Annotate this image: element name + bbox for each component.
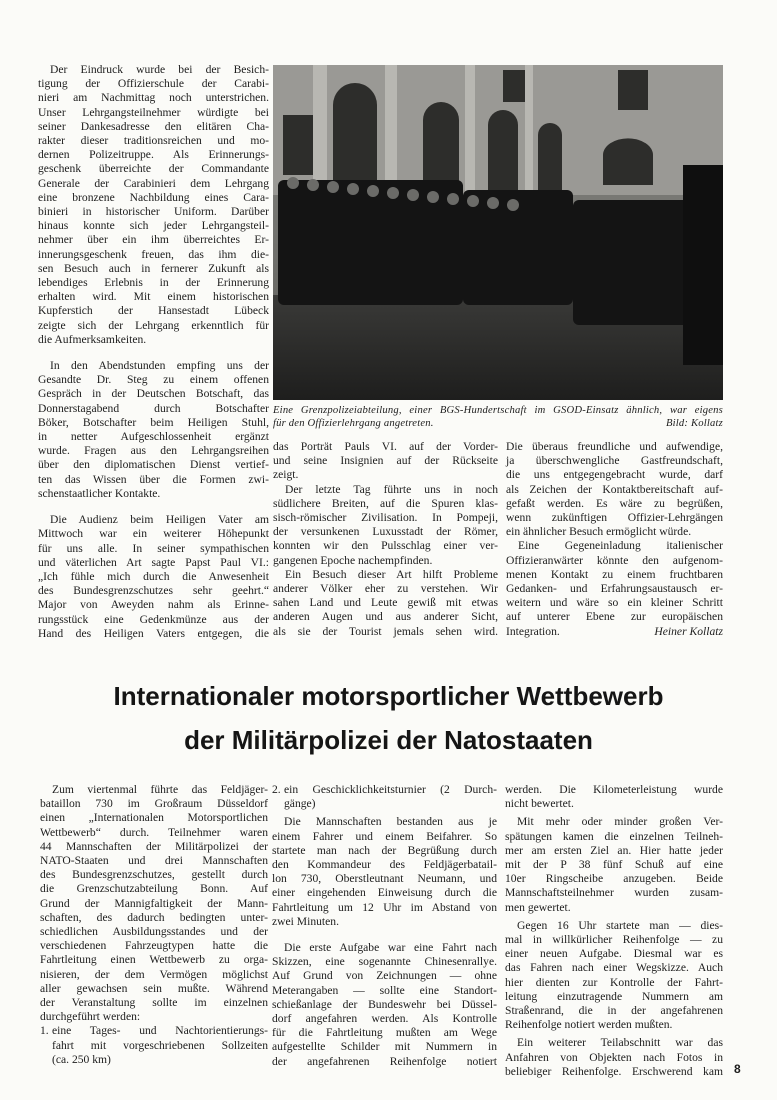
- text-line: sahen Land und Leute gewiß mit etwas: [273, 596, 498, 610]
- paragraph: [38, 63, 269, 347]
- text-line: wurde. Fragen aus den Lehrgangsreihen: [38, 444, 269, 458]
- text-line: Der Eindruck wurde bei der Besich-: [50, 63, 269, 76]
- text-line: ein Geschicklichkeitsturnier (2 Durch-: [284, 783, 497, 796]
- text-line: Meterangaben — sollte eine Standort-: [272, 983, 497, 997]
- text-line: nehmer über ein ihm überreichtes Er-: [38, 233, 269, 247]
- photo-grenzpolizei-formation: [273, 65, 723, 400]
- text-line: lon 730, Oberstleutnant Neumann, und: [272, 872, 497, 886]
- top-column-3: [506, 440, 723, 639]
- text-line: Reihenfolge notiert werden mußten.: [505, 1018, 673, 1032]
- paragraph: [38, 513, 269, 641]
- text-line: binieri in historischer Uniform. Darüber: [38, 205, 269, 219]
- text-line: mit der P 38 fünf Schuß auf eine: [505, 858, 723, 872]
- text-line: Major von Aweyden nahm als Erinne-: [38, 598, 269, 612]
- text-line: Ein weiterer Teilabschnitt war das: [517, 1036, 723, 1050]
- paragraph: [273, 440, 498, 483]
- text-line: einen „Internationalen Motorsportlichen: [40, 811, 268, 825]
- text-line: den Kommandeur des Feldjägerbatail-: [272, 858, 497, 872]
- text-line: Ein Besuch dieser Art hilft Probleme: [285, 567, 498, 581]
- text-line: der versunkenen Luxusstadt der Römer,: [273, 525, 498, 539]
- text-line: Unser Lehrgangsteilnehmer würdigte bei: [38, 105, 269, 119]
- text-line: einer eingehenden Einweisung durch die: [272, 886, 497, 900]
- text-line: des Bundesgrenzschutzes, gestellt durch: [40, 868, 268, 882]
- text-line: aufgestellte Schilder mit Nummern in: [272, 1040, 497, 1054]
- text-line: mal in willkürlicher Reihenfolge — zu: [505, 933, 723, 947]
- paragraph: [506, 539, 723, 638]
- text-line: des Bundesgrenzschutzes sehr geehrt.“: [38, 584, 269, 598]
- text-line: die Aufmerksamkeiten.: [38, 332, 147, 346]
- text-line: erhalten wird. Mit einem historischen: [38, 290, 269, 304]
- text-line: Eine Gegeneinladung italienischer: [518, 539, 723, 553]
- text-line: Offizieranwärter könnte den aufgenom-: [506, 553, 723, 567]
- page-number: 8: [734, 1062, 741, 1076]
- text-line: Kupferstich der Hansestadt Lübeck: [38, 304, 269, 318]
- text-line: 10er Ringscheibe anzugeben. Beide: [505, 872, 723, 886]
- caption-line-1: Eine Grenzpolizeiabteilung, einer BGS-Hundertschaft im GSOD-Einsatz ähnlich, war eigens: [273, 405, 723, 416]
- text-line: für uns alle. In seiner sympathischen: [38, 541, 269, 555]
- text-line: als sie der Tourist jemals sehen wird.: [273, 624, 498, 638]
- article-headline: [0, 674, 777, 762]
- text-line: Böker, Botschafter beim Heiligen Stuhl,: [38, 415, 269, 429]
- text-line: schießanlage der Bundeswehr bei Düssel-: [272, 997, 497, 1011]
- paragraph: [272, 815, 497, 929]
- text-line: Integration.: [506, 624, 560, 638]
- headline-line-2: der Militärpolizei der Natostaaten: [184, 725, 593, 755]
- text-line: ein ähnlicher Besuch ermöglicht würde.: [506, 525, 692, 539]
- text-line: zwei Minuten.: [272, 914, 339, 928]
- text-line: schiedlichen Ausbildungsstandes und der: [40, 925, 268, 939]
- text-line: werden. Die Kilometerleistung wurde: [505, 783, 723, 796]
- text-line: schaften, des dadurch bedingten unter-: [40, 910, 268, 924]
- text-line: konnten wir den Pulsschlag einer ver-: [273, 539, 498, 553]
- paragraph: [505, 783, 723, 811]
- text-line: über den diplomatischen Dienst vertief-: [38, 458, 269, 472]
- text-line: ten das Wissen über die Formen zwi-: [38, 472, 269, 486]
- paragraph: [273, 483, 498, 568]
- text-line: geschenk überreichte der Commandante: [38, 162, 269, 176]
- text-line: die Grenzschutzabteilung Bonn. Auf: [40, 882, 268, 896]
- text-line: leitung einzutragende Nummern am: [505, 989, 723, 1003]
- text-line: spätungen kamen die einzelnen Teilneh-: [505, 829, 723, 843]
- text-line: zeigte sich der Lehrgang erkenntlich für: [38, 318, 269, 332]
- text-line: Wettbewerb“ durch. Teilnehmer waren: [40, 825, 268, 839]
- text-line: (ca. 250 km): [52, 1052, 111, 1066]
- text-line: einem Fahrer und einem Beifahrer. So: [272, 829, 497, 843]
- text-line: nicht bewertet.: [505, 797, 574, 811]
- text-line: anderen Augen und aus anderer Sicht,: [273, 610, 498, 624]
- text-line: Mit mehr oder minder großen Ver-: [517, 815, 723, 829]
- text-line: das Fahren nach einer Wegskizze. Auch: [505, 961, 723, 975]
- text-line: seiner Dankesadresse den elitären Cha-: [38, 119, 269, 133]
- text-line: hier dienten zur Kontrolle der Fahrt-: [505, 975, 723, 989]
- top-column-2: [273, 440, 498, 639]
- text-line: Zum viertenmal führte das Feldjäger-: [52, 783, 268, 796]
- top-column-1: [38, 63, 269, 641]
- paragraph: [273, 568, 498, 639]
- text-line: für die Fahrtleitung mußten am Wege: [272, 1026, 497, 1040]
- text-line: startete man nach der Begrüßung durch: [272, 843, 497, 857]
- photo-caption: [273, 405, 723, 430]
- paragraph: [40, 783, 268, 1024]
- list-number: 2.: [272, 783, 281, 796]
- paragraph: [506, 440, 723, 539]
- text-line: Fahrtleitung einen Wettbewerb zu orga-: [40, 953, 268, 967]
- text-line: schenstaatlicher Kontakte.: [38, 486, 161, 500]
- paragraph: [505, 919, 723, 1033]
- text-line: [272, 783, 497, 797]
- text-line: Mannschaftsteilnehmer wurden zusam-: [505, 886, 723, 900]
- bottom-column-2: [272, 783, 497, 1069]
- text-line: nieri am Nachmittag noch unterstrichen.: [38, 91, 269, 105]
- text-line: dernen Polizeitruppe. Als Erinnerungs-: [38, 148, 269, 162]
- headline-line-1: Internationaler motorsportlicher Wettbewerb: [113, 681, 664, 711]
- bottom-column-3: [505, 783, 723, 1079]
- text-line: Der letzte Tag führte uns in noch: [285, 482, 498, 496]
- text-line: Grund der Mannigfaltigkeit der Mann-: [40, 896, 268, 910]
- text-line: dorf angefahren werden. Als Kontrolle: [272, 1012, 497, 1026]
- text-line: hinaus konnte sich jeder Lehrgangsteil-: [38, 219, 269, 233]
- text-line: Auf Grund von Zeichnungen — ohne: [272, 969, 497, 983]
- text-line: die uns entgegengebracht wurde, darf: [506, 468, 723, 482]
- text-line: Gegen 16 Uhr startete man — dies-: [517, 918, 723, 932]
- paragraph: [505, 815, 723, 914]
- text-line: durchgeführt werden:: [40, 1010, 141, 1024]
- text-line: das Porträt Pauls VI. auf der Vorder-: [273, 440, 498, 453]
- text-line: Die Mannschaften bestanden aus je: [284, 815, 497, 829]
- text-line: Anfahren von Objekten nach Fotos in: [505, 1050, 723, 1064]
- text-line: in netter Aufgeschlossenheit ergänzt: [38, 430, 269, 444]
- text-line: der angefahrenen Reihenfolge notiert: [272, 1054, 497, 1068]
- text-line: „Ich fühle mich durch die Anwesenheit: [38, 569, 269, 583]
- text-line: eine Tages- und Nachtorientierungs-: [52, 1024, 268, 1038]
- text-line: rakter dieser traditionsreichen und mo-: [38, 134, 269, 148]
- text-line: bataillon 730 im Großraum Düsseldorf: [40, 797, 268, 811]
- text-line: verschiedenen Fahrzeugtypen hatte die: [40, 939, 268, 953]
- text-line: und väterlichen Art sagte Papst Paul VI.:: [38, 555, 269, 569]
- text-line: Gedanken- und Erfahrungsaustausch er-: [506, 582, 723, 596]
- text-line: rungsstück eine Gedenkmünze aus der: [38, 612, 269, 626]
- text-line: In den Abendstunden empfing uns der: [50, 359, 269, 373]
- text-line: gänge): [284, 797, 316, 811]
- text-line: Gesandte Dr. Steg zu einem offenen: [38, 373, 269, 387]
- text-line: tigung der Offizierschule der Carabi-: [38, 77, 269, 91]
- bottom-column-1: [40, 783, 268, 1067]
- text-line: wenn zukünftigen Offizier-Lehrgängen: [506, 511, 723, 525]
- text-line: fahrt mit vorgeschriebenen Sollzeiten: [52, 1038, 268, 1052]
- text-line: aller gewachsen sein mußte. Während: [40, 981, 268, 995]
- list-number: 1.: [40, 1024, 49, 1038]
- text-line: nisieren, der dem Vermögen möglichst: [40, 967, 268, 981]
- list-item: [272, 783, 497, 811]
- text-line: gefaßt werden. Es wäre zu begrüßen,: [506, 496, 723, 510]
- text-line: gangenen Epoche nachempfinden.: [273, 553, 433, 567]
- text-line: südlichere Breiten, auf die Spuren klas-: [273, 496, 498, 510]
- text-line: [40, 1024, 268, 1038]
- text-line: lebendiges Erlebnis in der Erinnerung: [38, 276, 269, 290]
- paragraph: [505, 1036, 723, 1079]
- text-line: men gewertet.: [505, 900, 571, 914]
- text-line: innerungsgeschenk freuen, das ihm die-: [38, 247, 269, 261]
- text-line: mer am ersten Ziel an. Hier hatte jeder: [505, 843, 723, 857]
- text-line: als Zeichen der Kontaktbereitschaft auf-: [506, 482, 723, 496]
- text-line: der Veranstaltung sollte im einzelnen: [40, 996, 268, 1010]
- text-line: Die erste Aufgabe war eine Fahrt nach: [284, 941, 497, 955]
- text-line: anderer Völker eher zu verstehen. Wir: [273, 582, 498, 596]
- text-line: auf unterer Ebene zur europäischen: [506, 610, 723, 624]
- text-line: Fahrtleitung um 12 Uhr im Abstand von: [272, 900, 497, 914]
- text-line: Donnerstagabend durch Botschafter: [38, 401, 269, 415]
- paragraph: [38, 359, 269, 501]
- text-line: ja überschwengliche Gastfreundschaft,: [506, 454, 723, 468]
- text-line: Die überaus freundliche und aufwendige,: [506, 440, 723, 453]
- text-line: und seine Insignien auf der Rückseite: [273, 454, 498, 468]
- text-line: Mittwoch war ein weiterer Höhepunkt: [38, 527, 269, 541]
- text-line: eine bronzene Nachbildung eines Cara-: [38, 190, 269, 204]
- text-line: sisch-römischer Zivilisation. In Pompeji,: [273, 511, 498, 525]
- text-line: zeigt.: [273, 468, 299, 482]
- text-line: Gespräch in der Deutschen Botschaft, das: [38, 387, 269, 401]
- text-line: Die Audienz beim Heiligen Vater am: [50, 513, 269, 527]
- text-line: beliebiger Reihenfolge. Erschwerend kam: [505, 1064, 723, 1078]
- author-signature: Heiner Kollatz: [654, 624, 723, 638]
- text-line: Hand des Heiligen Vaters entgegen, die: [38, 626, 269, 640]
- text-line: Straßenrand, die in der angefahrenen: [505, 1004, 723, 1018]
- text-line: NATO-Staaten und drei Mannschaften: [40, 854, 268, 868]
- paragraph: [272, 941, 497, 1069]
- text-line: weitern und wäre so ein kleiner Schritt: [506, 596, 723, 610]
- text-line: Skizzen, eine sogenannte Chinesenrallye.: [272, 955, 497, 969]
- list-item: [40, 1024, 268, 1067]
- text-line: sen Besuch auch in fernerer Zukunft als: [38, 261, 269, 275]
- text-line: 44 Mannschaften der Militärpolizei der: [40, 839, 268, 853]
- caption-line-2: für den Offizierlehrgang angetreten.: [273, 417, 434, 429]
- text-line: [506, 625, 723, 639]
- text-line: Generale der Carabinieri dem Lehrgang: [38, 176, 269, 190]
- text-line: einer neuen Aufgabe. Diesmal war es: [505, 947, 723, 961]
- photo-credit: Bild: Kollatz: [665, 417, 723, 429]
- text-line: menen Kontakt zu einem fruchtbaren: [506, 567, 723, 581]
